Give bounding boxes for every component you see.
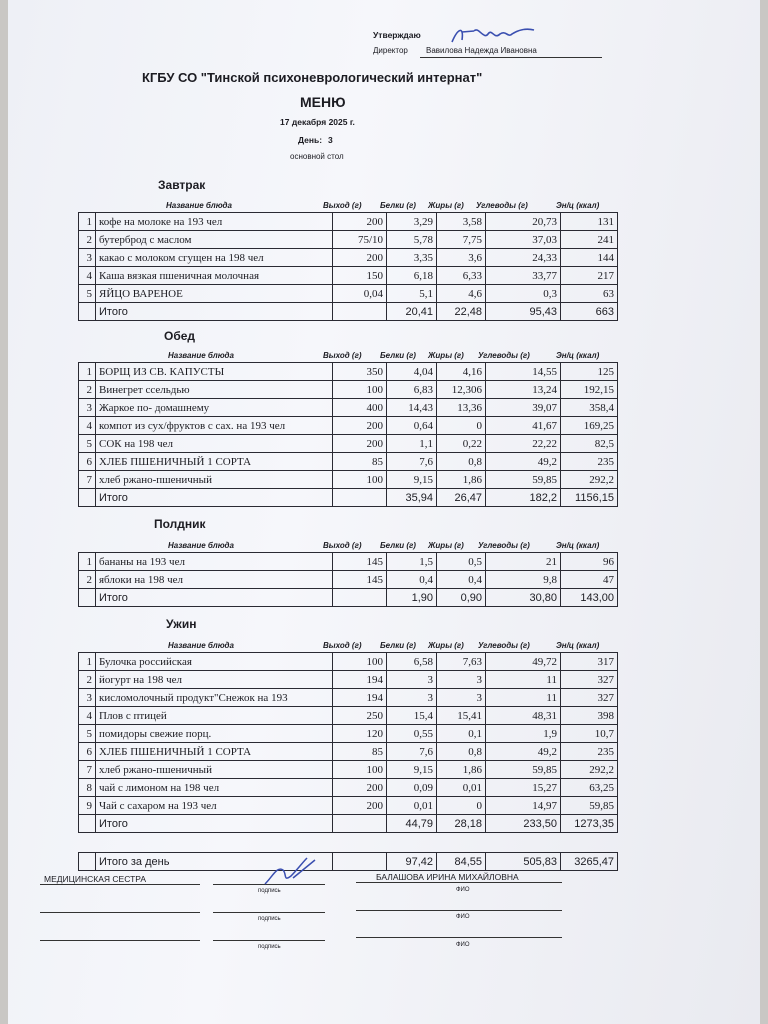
col-carbs-header: Углеводы (г) (476, 201, 528, 210)
dish-energy: 82,5 (561, 435, 618, 453)
row-number: 2 (79, 231, 96, 249)
dish-name: Винегрет ссельдью (96, 381, 333, 399)
fio-caption: ФИО (456, 942, 470, 948)
col-energy-header: Эн/ц (ккал) (556, 351, 600, 360)
dish-protein: 0,01 (387, 797, 437, 815)
dish-protein: 3 (387, 671, 437, 689)
total-fat: 0,90 (437, 589, 486, 607)
dish-output: 200 (333, 417, 387, 435)
menu-date: 17 декабря 2025 г. (280, 117, 355, 127)
dish-output: 200 (333, 213, 387, 231)
col-energy-header: Эн/ц (ккал) (556, 541, 600, 550)
dish-energy: 47 (561, 571, 618, 589)
sign-line (40, 940, 200, 941)
dish-protein: 9,15 (387, 471, 437, 489)
total-fat: 28,18 (437, 815, 486, 833)
row-number: 4 (79, 707, 96, 725)
col-fat-header: Жиры (г) (428, 641, 464, 650)
dish-output: 400 (333, 399, 387, 417)
fio-line (356, 882, 562, 883)
row-number: 6 (79, 743, 96, 761)
col-output-header: Выход (г) (323, 351, 362, 360)
dish-carbs: 33,77 (486, 267, 561, 285)
dish-energy: 217 (561, 267, 618, 285)
table-row (79, 571, 618, 589)
total-fat: 26,47 (437, 489, 486, 507)
breakfast-table (78, 212, 618, 321)
dish-output: 100 (333, 381, 387, 399)
lunch-title: Обед (164, 329, 196, 343)
table-type: основной стол (290, 152, 344, 161)
total-label: Итого (96, 303, 333, 321)
dish-energy: 327 (561, 689, 618, 707)
dish-carbs: 49,2 (486, 453, 561, 471)
dish-energy: 317 (561, 653, 618, 671)
dish-energy: 292,2 (561, 761, 618, 779)
nurse-signature (263, 856, 323, 888)
dish-carbs: 24,33 (486, 249, 561, 267)
col-protein-header: Белки (г) (380, 641, 416, 650)
dish-protein: 0,4 (387, 571, 437, 589)
dish-protein: 0,64 (387, 417, 437, 435)
dish-protein: 1,5 (387, 553, 437, 571)
dish-fat: 3,58 (437, 213, 486, 231)
col-name-header: Название блюда (168, 541, 234, 550)
lunch-table (78, 362, 618, 507)
dinner-table (78, 652, 618, 833)
dish-output: 200 (333, 435, 387, 453)
dish-energy: 131 (561, 213, 618, 231)
table-row (79, 453, 618, 471)
row-number: 5 (79, 285, 96, 303)
dish-fat: 7,63 (437, 653, 486, 671)
table-row (79, 213, 618, 231)
total-row (79, 303, 618, 321)
dish-protein: 4,04 (387, 363, 437, 381)
table-row (79, 743, 618, 761)
table-row (79, 725, 618, 743)
total-carbs: 182,2 (486, 489, 561, 507)
dish-energy: 10,7 (561, 725, 618, 743)
dish-name: ХЛЕБ ПШЕНИЧНЫЙ 1 СОРТА (96, 453, 333, 471)
dish-carbs: 39,07 (486, 399, 561, 417)
dish-protein: 6,83 (387, 381, 437, 399)
row-number: 3 (79, 249, 96, 267)
dish-fat: 0,8 (437, 453, 486, 471)
table-row (79, 471, 618, 489)
nurse-label: МЕДИЦИНСКАЯ СЕСТРА (44, 874, 147, 884)
dish-fat: 0 (437, 417, 486, 435)
row-number: 8 (79, 779, 96, 797)
row-number: 2 (79, 381, 96, 399)
table-row (79, 381, 618, 399)
dish-name: СОК на 198 чел (96, 435, 333, 453)
dish-output: 350 (333, 363, 387, 381)
dish-fat: 4,6 (437, 285, 486, 303)
dish-name: ХЛЕБ ПШЕНИЧНЫЙ 1 СОРТА (96, 743, 333, 761)
approve-label: Утверждаю (373, 30, 421, 40)
sign-caption: подпись (258, 944, 281, 950)
dish-fat: 13,36 (437, 399, 486, 417)
total-protein: 1,90 (387, 589, 437, 607)
total-carbs: 95,43 (486, 303, 561, 321)
row-number: 7 (79, 471, 96, 489)
dish-carbs: 20,73 (486, 213, 561, 231)
dish-name: чай с лимоном на 198 чел (96, 779, 333, 797)
dish-energy: 144 (561, 249, 618, 267)
total-label: Итого (96, 815, 333, 833)
dish-name: компот из сух/фруктов с сах. на 193 чел (96, 417, 333, 435)
total-empty (333, 589, 387, 607)
total-empty (333, 489, 387, 507)
dish-fat: 0,5 (437, 553, 486, 571)
dish-carbs: 59,85 (486, 761, 561, 779)
row-number: 9 (79, 797, 96, 815)
day-value: 3 (328, 135, 333, 145)
table-row (79, 797, 618, 815)
dish-carbs: 21 (486, 553, 561, 571)
dish-protein: 7,6 (387, 453, 437, 471)
col-fat-header: Жиры (г) (428, 541, 464, 550)
dish-output: 150 (333, 267, 387, 285)
dish-output: 85 (333, 453, 387, 471)
col-energy-header: Эн/ц (ккал) (556, 201, 600, 210)
dish-name: помидоры свежие порц. (96, 725, 333, 743)
director-label: Директор (373, 46, 408, 55)
dish-carbs: 37,03 (486, 231, 561, 249)
dish-protein: 6,18 (387, 267, 437, 285)
sign-line (213, 940, 325, 941)
dish-protein: 3,35 (387, 249, 437, 267)
total-empty (79, 589, 96, 607)
fio-line (356, 910, 562, 911)
table-row (79, 689, 618, 707)
table-row (79, 417, 618, 435)
total-fat: 22,48 (437, 303, 486, 321)
total-row (79, 589, 618, 607)
day-label: День: (298, 135, 323, 145)
row-number: 4 (79, 267, 96, 285)
table-row (79, 435, 618, 453)
total-empty (79, 815, 96, 833)
row-number: 1 (79, 363, 96, 381)
dish-output: 200 (333, 779, 387, 797)
day-total-protein: 97,42 (387, 853, 437, 871)
director-underline (420, 57, 602, 58)
sign-caption: подпись (258, 888, 281, 894)
dish-energy: 235 (561, 453, 618, 471)
dish-carbs: 11 (486, 689, 561, 707)
col-name-header: Название блюда (168, 641, 234, 650)
sign-line (213, 912, 325, 913)
total-energy: 663 (561, 303, 618, 321)
dish-output: 0,04 (333, 285, 387, 303)
dish-name: йогурт на 198 чел (96, 671, 333, 689)
table-row (79, 707, 618, 725)
dish-carbs: 14,97 (486, 797, 561, 815)
dish-protein: 3,29 (387, 213, 437, 231)
row-number: 2 (79, 671, 96, 689)
dish-protein: 15,4 (387, 707, 437, 725)
total-energy: 1273,35 (561, 815, 618, 833)
total-row (79, 489, 618, 507)
dish-energy: 398 (561, 707, 618, 725)
dish-carbs: 22,22 (486, 435, 561, 453)
document-page (8, 0, 760, 1024)
table-row (79, 761, 618, 779)
dish-output: 120 (333, 725, 387, 743)
dish-energy: 59,85 (561, 797, 618, 815)
fio-caption: ФИО (456, 914, 470, 920)
dish-output: 100 (333, 761, 387, 779)
table-row (79, 653, 618, 671)
col-energy-header: Эн/ц (ккал) (556, 641, 600, 650)
dish-carbs: 1,9 (486, 725, 561, 743)
dish-name: ЯЙЦО ВАРЕНОЕ (96, 285, 333, 303)
col-output-header: Выход (г) (323, 201, 362, 210)
dish-fat: 4,16 (437, 363, 486, 381)
day-total-table (78, 852, 618, 871)
dish-energy: 192,15 (561, 381, 618, 399)
snack-table (78, 552, 618, 607)
dish-carbs: 13,24 (486, 381, 561, 399)
dish-carbs: 48,31 (486, 707, 561, 725)
row-number: 7 (79, 761, 96, 779)
nurse-name: БАЛАШОВА ИРИНА МИХАЙЛОВНА (376, 872, 519, 882)
dish-energy: 63,25 (561, 779, 618, 797)
dish-output: 100 (333, 653, 387, 671)
dish-name: Чай с сахаром на 193 чел (96, 797, 333, 815)
dish-energy: 169,25 (561, 417, 618, 435)
dish-output: 194 (333, 671, 387, 689)
dish-output: 200 (333, 249, 387, 267)
row-number: 6 (79, 453, 96, 471)
dish-fat: 1,86 (437, 761, 486, 779)
total-empty (79, 303, 96, 321)
dish-carbs: 59,85 (486, 471, 561, 489)
dish-fat: 3 (437, 689, 486, 707)
dish-output: 85 (333, 743, 387, 761)
row-number: 4 (79, 417, 96, 435)
dish-energy: 292,2 (561, 471, 618, 489)
table-row (79, 231, 618, 249)
total-carbs: 30,80 (486, 589, 561, 607)
total-carbs: 233,50 (486, 815, 561, 833)
col-fat-header: Жиры (г) (428, 351, 464, 360)
dish-protein: 5,1 (387, 285, 437, 303)
dish-name: бутерброд с маслом (96, 231, 333, 249)
dish-fat: 15,41 (437, 707, 486, 725)
row-number: 5 (79, 435, 96, 453)
dish-energy: 241 (561, 231, 618, 249)
dish-protein: 0,55 (387, 725, 437, 743)
col-protein-header: Белки (г) (380, 541, 416, 550)
dish-carbs: 15,27 (486, 779, 561, 797)
row-number: 5 (79, 725, 96, 743)
dish-carbs: 49,72 (486, 653, 561, 671)
total-energy: 1156,15 (561, 489, 618, 507)
sign-line (40, 912, 200, 913)
dish-protein: 7,6 (387, 743, 437, 761)
dish-output: 145 (333, 571, 387, 589)
fio-line (356, 937, 562, 938)
table-row (79, 553, 618, 571)
col-name-header: Название блюда (168, 351, 234, 360)
table-row (79, 671, 618, 689)
dish-output: 75/10 (333, 231, 387, 249)
dish-fat: 7,75 (437, 231, 486, 249)
row-number: 3 (79, 399, 96, 417)
day-total-label: Итого за день (96, 853, 333, 871)
row-number: 2 (79, 571, 96, 589)
dish-output: 194 (333, 689, 387, 707)
col-protein-header: Белки (г) (380, 351, 416, 360)
organization-title: КГБУ СО "Тинской психоневрологический интернат" (142, 70, 483, 85)
dish-name: яблоки на 198 чел (96, 571, 333, 589)
dinner-title: Ужин (166, 617, 197, 631)
table-row (79, 399, 618, 417)
dish-fat: 0,8 (437, 743, 486, 761)
dish-name: Жаркое по- домашнему (96, 399, 333, 417)
dish-fat: 0,22 (437, 435, 486, 453)
dish-output: 200 (333, 797, 387, 815)
col-output-header: Выход (г) (323, 641, 362, 650)
table-row (79, 267, 618, 285)
dish-carbs: 0,3 (486, 285, 561, 303)
dish-name: БОРЩ ИЗ СВ. КАПУСТЫ (96, 363, 333, 381)
dish-name: хлеб ржано-пшеничный (96, 471, 333, 489)
dish-output: 145 (333, 553, 387, 571)
dish-protein: 14,43 (387, 399, 437, 417)
dish-name: хлеб ржано-пшеничный (96, 761, 333, 779)
dish-fat: 0 (437, 797, 486, 815)
dish-carbs: 14,55 (486, 363, 561, 381)
dish-fat: 3 (437, 671, 486, 689)
dish-carbs: 9,8 (486, 571, 561, 589)
col-output-header: Выход (г) (323, 541, 362, 550)
breakfast-title: Завтрак (158, 178, 206, 192)
dish-carbs: 49,2 (486, 743, 561, 761)
dish-fat: 0,1 (437, 725, 486, 743)
dish-fat: 3,6 (437, 249, 486, 267)
total-empty (333, 303, 387, 321)
col-carbs-header: Углеводы (г) (478, 541, 530, 550)
total-label: Итого (96, 489, 333, 507)
dish-carbs: 41,67 (486, 417, 561, 435)
dish-carbs: 11 (486, 671, 561, 689)
dish-protein: 0,09 (387, 779, 437, 797)
table-row (79, 249, 618, 267)
sign-line (40, 884, 200, 885)
total-protein: 35,94 (387, 489, 437, 507)
sign-caption: подпись (258, 916, 281, 922)
dish-output: 250 (333, 707, 387, 725)
dish-name: бананы на 193 чел (96, 553, 333, 571)
total-label: Итого (96, 589, 333, 607)
dish-output: 100 (333, 471, 387, 489)
day-total-energy: 3265,47 (561, 853, 618, 871)
row-number: 1 (79, 213, 96, 231)
total-empty (333, 815, 387, 833)
dish-name: Плов с птицей (96, 707, 333, 725)
snack-title: Полдник (154, 517, 206, 531)
dish-protein: 9,15 (387, 761, 437, 779)
dish-fat: 0,01 (437, 779, 486, 797)
day-total-fat: 84,55 (437, 853, 486, 871)
col-fat-header: Жиры (г) (428, 201, 464, 210)
col-carbs-header: Углеводы (г) (478, 641, 530, 650)
col-protein-header: Белки (г) (380, 201, 416, 210)
dish-name: какао с молоком сгущен на 198 чел (96, 249, 333, 267)
dish-name: Каша вязкая пшеничная молочная (96, 267, 333, 285)
day-total-carbs: 505,83 (486, 853, 561, 871)
dish-fat: 0,4 (437, 571, 486, 589)
total-energy: 143,00 (561, 589, 618, 607)
col-name-header: Название блюда (166, 201, 232, 210)
row-number: 1 (79, 553, 96, 571)
dish-protein: 3 (387, 689, 437, 707)
fio-caption: ФИО (456, 887, 470, 893)
table-row (79, 779, 618, 797)
dish-energy: 63 (561, 285, 618, 303)
dish-energy: 96 (561, 553, 618, 571)
director-name: Вавилова Надежда Ивановна (426, 46, 537, 55)
col-carbs-header: Углеводы (г) (478, 351, 530, 360)
table-row (79, 363, 618, 381)
dish-energy: 358,4 (561, 399, 618, 417)
dish-protein: 6,58 (387, 653, 437, 671)
dish-energy: 125 (561, 363, 618, 381)
row-number: 1 (79, 653, 96, 671)
dish-name: кисломолочный продукт"Снежок на 193 (96, 689, 333, 707)
dish-name: Булочка российская (96, 653, 333, 671)
dish-protein: 5,78 (387, 231, 437, 249)
row-number: 3 (79, 689, 96, 707)
total-protein: 20,41 (387, 303, 437, 321)
total-empty (79, 489, 96, 507)
table-row (79, 285, 618, 303)
dish-protein: 1,1 (387, 435, 437, 453)
dish-energy: 235 (561, 743, 618, 761)
menu-title: МЕНЮ (300, 94, 346, 110)
day-total-row (79, 853, 618, 871)
dish-name: кофе на молоке на 193 чел (96, 213, 333, 231)
total-protein: 44,79 (387, 815, 437, 833)
total-row (79, 815, 618, 833)
dish-energy: 327 (561, 671, 618, 689)
dish-fat: 12,306 (437, 381, 486, 399)
dish-fat: 1,86 (437, 471, 486, 489)
dish-fat: 6,33 (437, 267, 486, 285)
